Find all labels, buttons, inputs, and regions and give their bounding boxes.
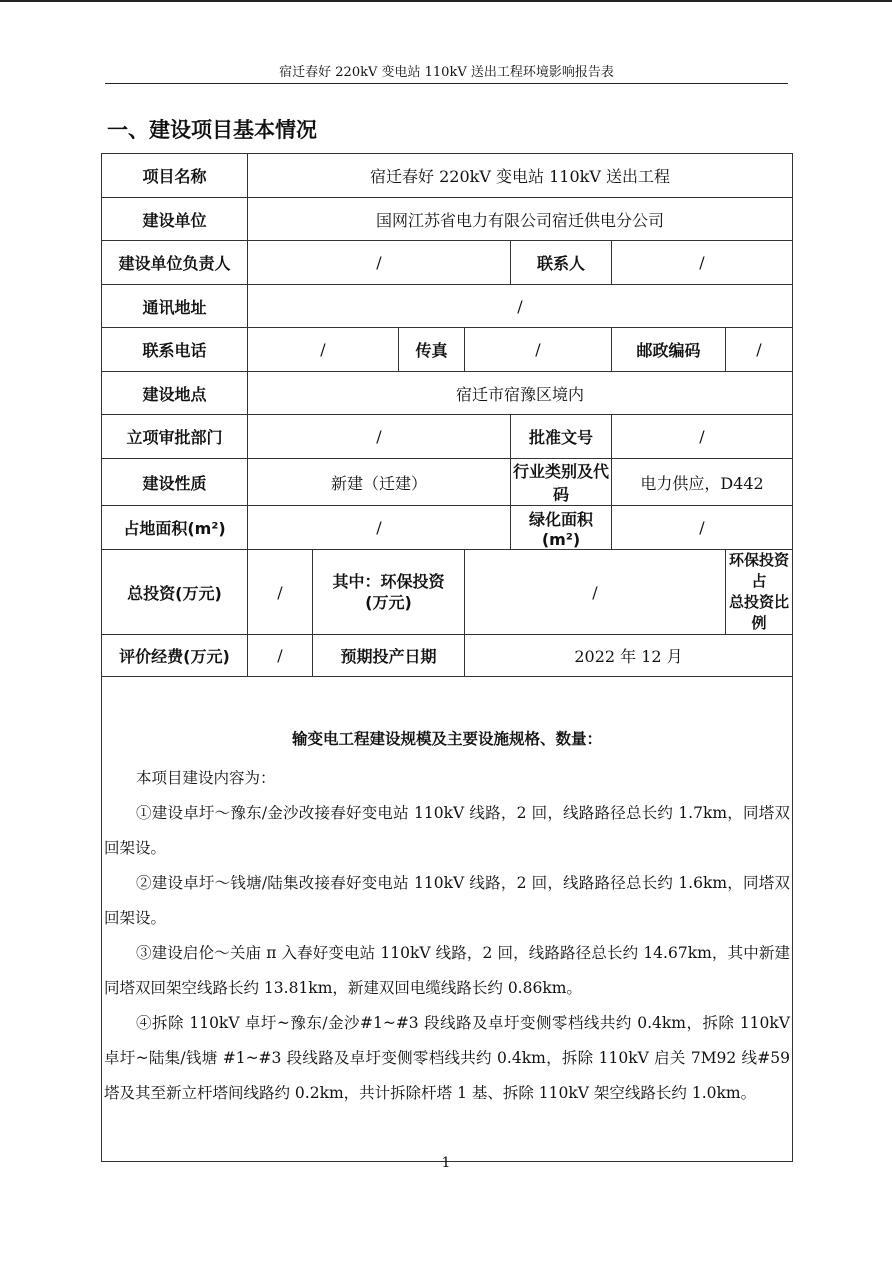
leader-label: 建设单位负责人 xyxy=(102,241,248,285)
row-address xyxy=(102,285,793,328)
env-ratio-label-line1: 环保投资占 xyxy=(728,551,789,590)
address-value: / xyxy=(248,285,793,328)
leader-value: / xyxy=(248,241,511,285)
running-header: 宿迁春好 220kV 变电站 110kV 送出工程环境影响报告表 xyxy=(279,65,614,80)
row-project-name xyxy=(102,154,793,198)
green-area-label: 绿化面积(m²) xyxy=(511,506,612,550)
page-number: 1 xyxy=(441,1155,451,1171)
approval-dept-value: / xyxy=(248,415,511,459)
row-leader xyxy=(102,241,793,285)
expected-date-value: 2022 年 12 月 xyxy=(465,635,793,677)
env-invest-value: / xyxy=(465,550,726,635)
approval-doc-value: / xyxy=(612,415,793,459)
approval-doc-label: 批准文号 xyxy=(511,415,612,459)
env-invest-label-line2: (万元) xyxy=(365,593,412,612)
eval-fee-label: 评价经费(万元) xyxy=(102,635,248,677)
green-area-value: / xyxy=(612,506,793,550)
project-info-table xyxy=(101,153,793,1162)
phone-value: / xyxy=(248,328,399,372)
env-invest-label-line1: 其中：环保投资 xyxy=(332,572,445,591)
row-approval xyxy=(102,415,793,459)
fax-value: / xyxy=(465,328,612,372)
contact-value: / xyxy=(612,241,793,285)
industry-value: 电力供应，D442 xyxy=(612,459,793,506)
contact-label: 联系人 xyxy=(511,241,612,285)
env-ratio-label-line2: 总投资比例 xyxy=(728,593,789,632)
header-rule xyxy=(105,83,788,84)
fax-label: 传真 xyxy=(399,328,465,372)
row-area xyxy=(102,506,793,550)
description-cell xyxy=(102,677,793,1162)
description-item-3: ③建设启伦～关庙 π 入春好变电站 110kV 线路，2 回，线路路径总长约 14.67km，其中新建同塔双回架空线路长约 13.81km，新建双回电缆线路长约 0.86km。 xyxy=(104,944,790,997)
location-label: 建设地点 xyxy=(102,372,248,415)
row-investment xyxy=(102,550,793,635)
row-phone xyxy=(102,328,793,372)
postcode-label: 邮政编码 xyxy=(612,328,726,372)
location-value: 宿迁市宿豫区境内 xyxy=(248,372,793,415)
description-item-1: ①建设卓圩～豫东/金沙改接春好变电站 110kV 线路，2 回，线路路径总长约 1.7km，同塔双回架设。 xyxy=(104,804,790,857)
row-location xyxy=(102,372,793,415)
row-nature xyxy=(102,459,793,506)
nature-label: 建设性质 xyxy=(102,459,248,506)
nature-value: 新建（迁建） xyxy=(248,459,511,506)
phone-label: 联系电话 xyxy=(102,328,248,372)
address-label: 通讯地址 xyxy=(102,285,248,328)
approval-dept-label: 立项审批部门 xyxy=(102,415,248,459)
description-item-2: ②建设卓圩～钱塘/陆集改接春好变电站 110kV 线路，2 回，线路路径总长约 1.6km，同塔双回架设。 xyxy=(104,874,790,927)
description-intro: 本项目建设内容为： xyxy=(136,769,276,787)
total-invest-value: / xyxy=(248,550,313,635)
row-description xyxy=(102,677,793,1162)
postcode-value: / xyxy=(726,328,793,372)
expected-date-label: 预期投产日期 xyxy=(313,635,465,677)
env-ratio-label xyxy=(726,550,793,635)
land-area-value: / xyxy=(248,506,511,550)
row-eval xyxy=(102,635,793,677)
top-border xyxy=(0,0,892,2)
env-invest-label xyxy=(313,550,465,635)
total-invest-label: 总投资(万元) xyxy=(102,550,248,635)
project-name-value: 宿迁春好 220kV 变电站 110kV 送出工程 xyxy=(248,154,793,198)
project-name-label: 项目名称 xyxy=(102,154,248,198)
description-item-4: ④拆除 110kV 卓圩~豫东/金沙#1~#3 段线路及卓圩变侧零档线共约 0.4km，拆除 110kV 卓圩~陆集/钱塘 #1~#3 段线路及卓圩变侧零档线共约 0.4km，拆除 110kV 启关 7M92 线#59 塔及其至新立杆塔间线路约 0.2km，共计拆除杆塔 1 基、拆除 110kV 架空线路长约 1.0km。 xyxy=(104,1014,790,1102)
builder-value: 国网江苏省电力有限公司宿迁供电分公司 xyxy=(248,198,793,241)
builder-label: 建设单位 xyxy=(102,198,248,241)
land-area-label: 占地面积(m²) xyxy=(102,506,248,550)
row-builder xyxy=(102,198,793,241)
eval-fee-value: / xyxy=(248,635,313,677)
industry-label: 行业类别及代码 xyxy=(511,459,612,506)
section-title: 一、建设项目基本情况 xyxy=(107,118,317,142)
description-body xyxy=(104,761,790,1111)
description-title: 输变电工程建设规模及主要设施规格、数量： xyxy=(291,730,602,748)
